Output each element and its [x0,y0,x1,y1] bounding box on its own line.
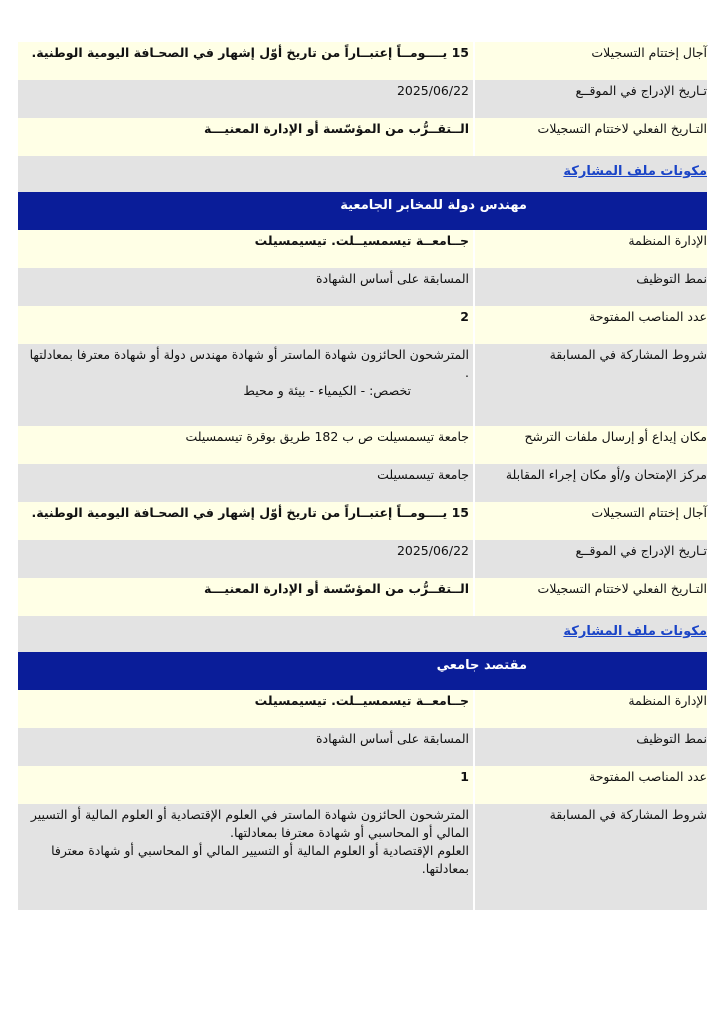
table-row [18,230,707,268]
field-value [18,502,473,540]
field-label: مركز الإمتحان و/أو مكان إجراء المقابلة [473,464,707,502]
table-row [18,344,707,426]
table-row [18,268,707,306]
field-value-line: جامعة تيسمسيلت [377,467,469,482]
job-title-header: مهندس دولة للمخابر الجامعية [18,192,707,230]
field-value-line: الــتقــرُّب من المؤسّسة أو الإدارة المعنيـــة [204,121,469,136]
field-value-line: المسابقة على أساس الشهادة [315,731,469,746]
field-value-line: المترشحون الحائزون شهادة الماستر في العلوم الإقتصادية أو العلوم المالية أو التسيير المالي أو المحاسبي أو شهادة معترفا بمعادلتها. [30,807,469,840]
field-value [18,804,473,910]
table-row [18,766,707,804]
table-row [18,502,707,540]
table-row [18,540,707,578]
field-value-line: العلوم الإقتصادية أو العلوم المالية أو التسيير المالي أو المحاسبي أو شهادة معترفا بمعادلتها. [51,843,469,876]
field-label: عدد المناصب المفتوحة [473,306,707,344]
participation-file-section [18,156,707,192]
field-value-line: 1 [460,769,469,784]
field-value [18,42,473,80]
field-value-line: تخصص: - الكيمياء - بيئة و محيط [243,383,411,398]
table-row [18,426,707,464]
field-label: نمط التوظيف [473,728,707,766]
field-value [18,578,473,616]
field-value-line: 2025/06/22 [396,543,469,558]
field-label: التـاريخ الفعلي لاختتام التسجيلات [473,578,707,616]
field-value-line: 2 [460,309,469,324]
participation-file-link[interactable]: مكونات ملف المشاركة [563,624,707,639]
field-value-line: 2025/06/22 [396,83,469,98]
table-row [18,578,707,616]
field-label: آجال إختتام التسجيلات [473,502,707,540]
field-value [18,268,473,306]
table-row [18,690,707,728]
field-label: شروط المشاركة في المسابقة [473,344,707,426]
field-value-line: جامعة تيسمسيلت ص ب 182 طريق بوقرة تيسمسيلت [185,429,469,444]
field-value-line: 15 يــــومــاً إعتبــاراً من تاريخ أوّل إشهار في الصحـافة اليومية الوطنية. [31,505,469,520]
field-value [18,426,473,464]
table-row [18,306,707,344]
field-label: عدد المناصب المفتوحة [473,766,707,804]
field-value-line: جــامعــة تيسمسيــلت. تيسيمسيلت [254,233,469,248]
field-value [18,690,473,728]
field-label: مكان إيداع أو إرسال ملفات الترشح [473,426,707,464]
field-value-line: المترشحون الحائزون شهادة الماستر أو شهادة مهندس دولة أو شهادة معترفا بمعادلتها . [29,347,469,380]
table-row [18,464,707,502]
field-value [18,766,473,804]
field-value [18,306,473,344]
field-label: تـاريخ الإدراج في الموقــع [473,540,707,578]
field-label: تـاريخ الإدراج في الموقــع [473,80,707,118]
table-row [18,728,707,766]
job-title-header: مقتصد جامعي [18,652,707,690]
field-value [18,540,473,578]
field-value [18,728,473,766]
field-label: نمط التوظيف [473,268,707,306]
field-label: شروط المشاركة في المسابقة [473,804,707,910]
field-label: آجال إختتام التسجيلات [473,42,707,80]
table-row [18,118,707,156]
field-value-line: الــتقــرُّب من المؤسّسة أو الإدارة المعنيـــة [204,581,469,596]
participation-file-section [18,616,707,652]
field-label: الإدارة المنظمة [473,230,707,268]
field-label: الإدارة المنظمة [473,690,707,728]
field-value-line: جــامعــة تيسمسيــلت. تيسيمسيلت [254,693,469,708]
field-value [18,118,473,156]
field-value [18,344,473,426]
participation-file-link[interactable]: مكونات ملف المشاركة [563,164,707,179]
field-value [18,80,473,118]
field-label: التـاريخ الفعلي لاختتام التسجيلات [473,118,707,156]
table-row [18,42,707,80]
field-value-line: المسابقة على أساس الشهادة [315,271,469,286]
field-value-line: 15 يــــومــاً إعتبــاراً من تاريخ أوّل إشهار في الصحـافة اليومية الوطنية. [31,45,469,60]
field-value [18,464,473,502]
field-value [18,230,473,268]
table-row [18,80,707,118]
table-row [18,804,707,910]
document-body [18,42,707,910]
